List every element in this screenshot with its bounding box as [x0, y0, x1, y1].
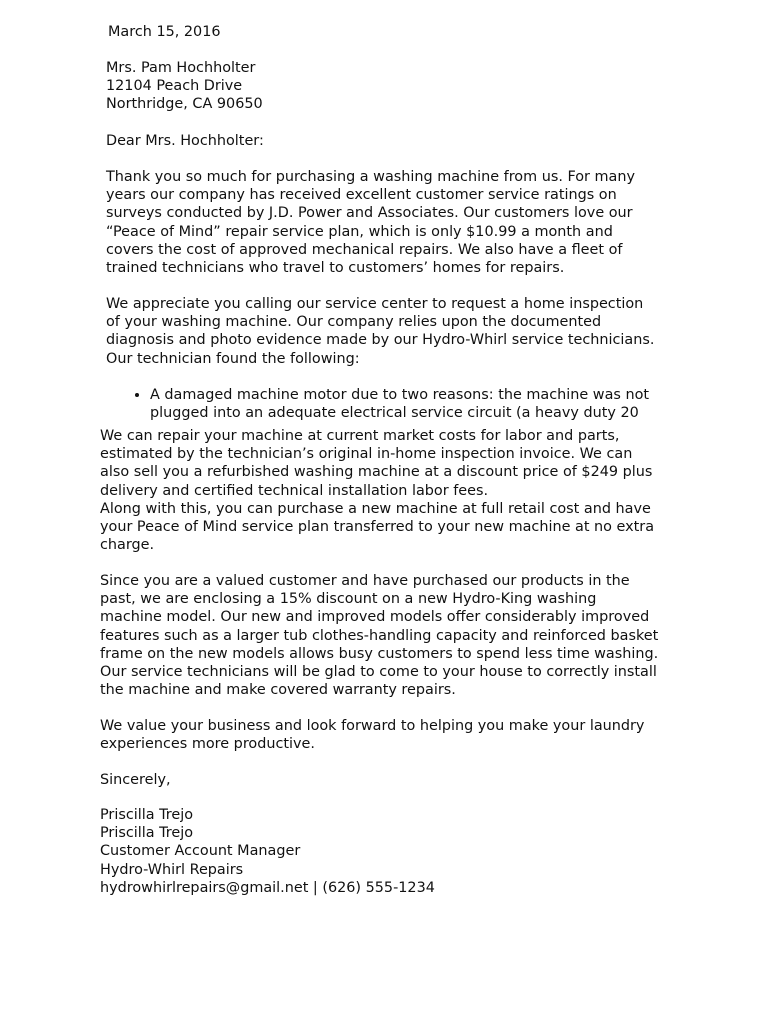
salutation	[106, 132, 706, 150]
paragraph-line: trained technicians who travel to customers’ homes for repairs.	[106, 260, 565, 277]
recipient-street: 12104 Peach Drive	[106, 78, 243, 95]
sender-contact: hydrowhirlrepairs@gmail.net | (626) 555-1234	[100, 879, 435, 896]
recipient-name: Mrs. Pam Hochholter	[106, 60, 256, 76]
paragraph-line: Our technician found the following:	[106, 350, 360, 367]
paragraph-line: “Peace of Mind” repair service plan, which is only $10.99 a month and	[106, 223, 613, 240]
paragraph-discount-offer	[100, 572, 720, 699]
paragraph-line: also sell you a refurbished washing machine at a discount price of $249 plus	[100, 464, 653, 481]
findings-list-item	[150, 386, 706, 422]
findings-list-clipped	[106, 386, 706, 426]
paragraph-line: We value your business and look forward to helping you make your laundry	[100, 718, 645, 734]
paragraph-line: covers the cost of approved mechanical repairs. We also have a fleet of	[106, 241, 623, 258]
paragraph-line: your Peace of Mind service plan transferred to your new machine at no extra	[100, 519, 655, 536]
recipient-address	[106, 59, 706, 114]
recipient-city: Northridge, CA 90650	[106, 96, 263, 113]
signature-block	[100, 806, 720, 897]
paragraph-line: of your washing machine. Our company relies upon the documented	[106, 314, 602, 331]
paragraph-line: Our service technicians will be glad to come to your house to correctly install	[100, 664, 657, 681]
printed-name: Priscilla Trejo	[100, 825, 194, 842]
paragraph-line: experiences more productive.	[100, 736, 315, 753]
paragraph-closing-remarks	[100, 717, 720, 753]
complimentary-close	[100, 771, 720, 789]
paragraph-line: years our company has received excellent customer service ratings on	[106, 187, 617, 204]
paragraph-line: machine model. Our new and improved models offer considerably improved	[100, 609, 650, 626]
paragraph-line: the machine and make covered warranty repairs.	[100, 682, 456, 699]
findings-line: • A damaged machine motor due to two reasons: the machine was not	[150, 387, 650, 403]
paragraph-line: We can repair your machine at current market costs for labor and parts,	[100, 428, 620, 444]
findings-line: plugged into an adequate electrical service circuit (a heavy duty 20	[150, 405, 639, 422]
paragraph-line: Since you are a valued customer and have purchased our products in the	[100, 573, 630, 589]
paragraph-line: delivery and certified technical installation labor fees.	[100, 482, 489, 499]
paragraph-line: Along with this, you can purchase a new machine at full retail cost and have	[100, 500, 651, 517]
paragraph-line: features such as a larger tub clothes-handling capacity and reinforced basket	[100, 627, 659, 644]
findings-list	[106, 386, 706, 422]
sender-title: Customer Account Manager	[100, 843, 301, 860]
signature-name: Priscilla Trejo	[100, 807, 194, 823]
date-text: March 15, 2016	[108, 24, 221, 40]
paragraph-inspection	[106, 295, 706, 368]
closing-text: Sincerely,	[100, 772, 171, 788]
paragraph-line: charge.	[100, 537, 155, 554]
paragraph-intro	[106, 168, 706, 277]
paragraph-line: frame on the new models allows busy customers to spend less time washing.	[100, 645, 659, 662]
sender-company: Hydro-Whirl Repairs	[100, 861, 244, 878]
paragraph-line: estimated by the technician’s original in-home inspection invoice. We can	[100, 446, 633, 463]
paragraph-line: surveys conducted by J.D. Power and Associates. Our customers love our	[106, 205, 633, 222]
paragraph-line: We appreciate you calling our service center to request a home inspection	[106, 296, 644, 312]
salutation-text: Dear Mrs. Hochholter:	[106, 133, 264, 149]
paragraph-repair-options	[100, 427, 720, 554]
paragraph-line: Thank you so much for purchasing a washing machine from us. For many	[106, 169, 635, 185]
paragraph-line: past, we are enclosing a 15% discount on a new Hydro-King washing	[100, 591, 597, 608]
letter-date	[108, 23, 708, 41]
paragraph-line: diagnosis and photo evidence made by our Hydro-Whirl service technicians.	[106, 332, 655, 349]
